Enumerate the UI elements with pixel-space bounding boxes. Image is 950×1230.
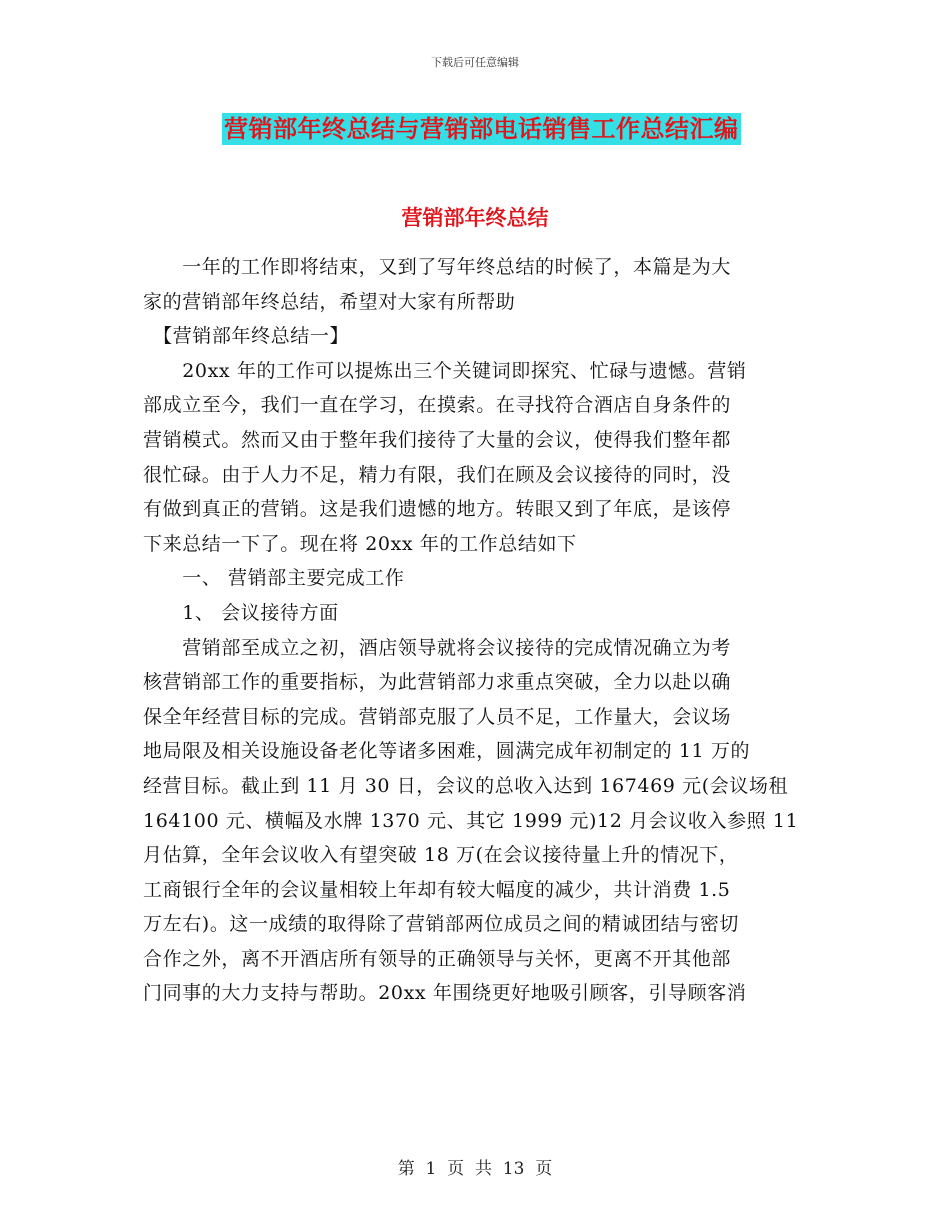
- body-line: 门同事的大力支持与帮助。20xx 年围绕更好地吸引顾客，引导顾客消: [143, 982, 747, 1005]
- body-line: 有做到真正的营销。这是我们遗憾的地方。转眼又到了年底，是该停: [143, 498, 732, 521]
- body-line: 很忙碌。由于人力不足，精力有限，我们在顾及会议接待的同时，没: [143, 463, 732, 486]
- body-line: 经营目标。截止到 11 月 30 日，会议的总收入达到 167469 元(会议场租: [143, 774, 789, 797]
- body-line: 工商银行全年的会议量相较上年却有较大幅度的减少，共计消费 1.5: [143, 878, 731, 901]
- body-line: 1、 会议接待方面: [143, 601, 339, 624]
- body-line: 核营销部工作的重要指标，为此营销部力求重点突破，全力以赴以确: [143, 671, 732, 694]
- document-title: 营销部年终总结与营销部电话销售工作总结汇编: [224, 114, 739, 143]
- body-text: [143, 250, 823, 1011]
- body-line: 家的营销部年终总结，希望对大家有所帮助: [143, 290, 516, 313]
- body-line: 保全年经营目标的完成。营销部克服了人员不足，工作量大，会议场: [143, 705, 732, 728]
- page-number-footer: 第 1 页 共 13 页: [397, 1159, 553, 1179]
- body-line: 164100 元、横幅及水牌 1370 元、其它 1999 元)12 月会议收入参照 11: [143, 809, 799, 832]
- body-line: 万左右)。这一成绩的取得除了营销部两位成员之间的精诚团结与密切: [143, 913, 740, 936]
- body-line: 部成立至今，我们一直在学习，在摸索。在寻找符合酒店自身条件的: [143, 394, 732, 417]
- body-line: 一年的工作即将结束，又到了写年终总结的时候了，本篇是为大: [143, 256, 732, 278]
- body-line: 一、 营销部主要完成工作: [143, 567, 405, 590]
- body-line: 月估算，全年会议收入有望突破 18 万(在会议接待量上升的情况下，: [143, 844, 739, 867]
- body-line: 营销部至成立之初，酒店领导就将会议接待的完成情况确立为考: [143, 636, 732, 659]
- header-note: 下载后可任意编辑: [431, 56, 519, 69]
- body-line: 下来总结一下了。现在将 20xx 年的工作总结如下: [143, 532, 577, 555]
- body-line: 【营销部年终总结一】: [143, 325, 350, 348]
- body-line: 合作之外，离不开酒店所有领导的正确领导与关怀，更离不开其他部: [143, 947, 732, 970]
- body-line: 营销模式。然而又由于整年我们接待了大量的会议，使得我们整年都: [143, 428, 732, 451]
- body-line: 20xx 年的工作可以提炼出三个关键词即探究、忙碌与遗憾。营销: [143, 359, 747, 382]
- body-line: 地局限及相关设施设备老化等诸多困难，圆满完成年初制定的 11 万的: [143, 740, 751, 763]
- section-title: 营销部年终总结: [401, 205, 549, 230]
